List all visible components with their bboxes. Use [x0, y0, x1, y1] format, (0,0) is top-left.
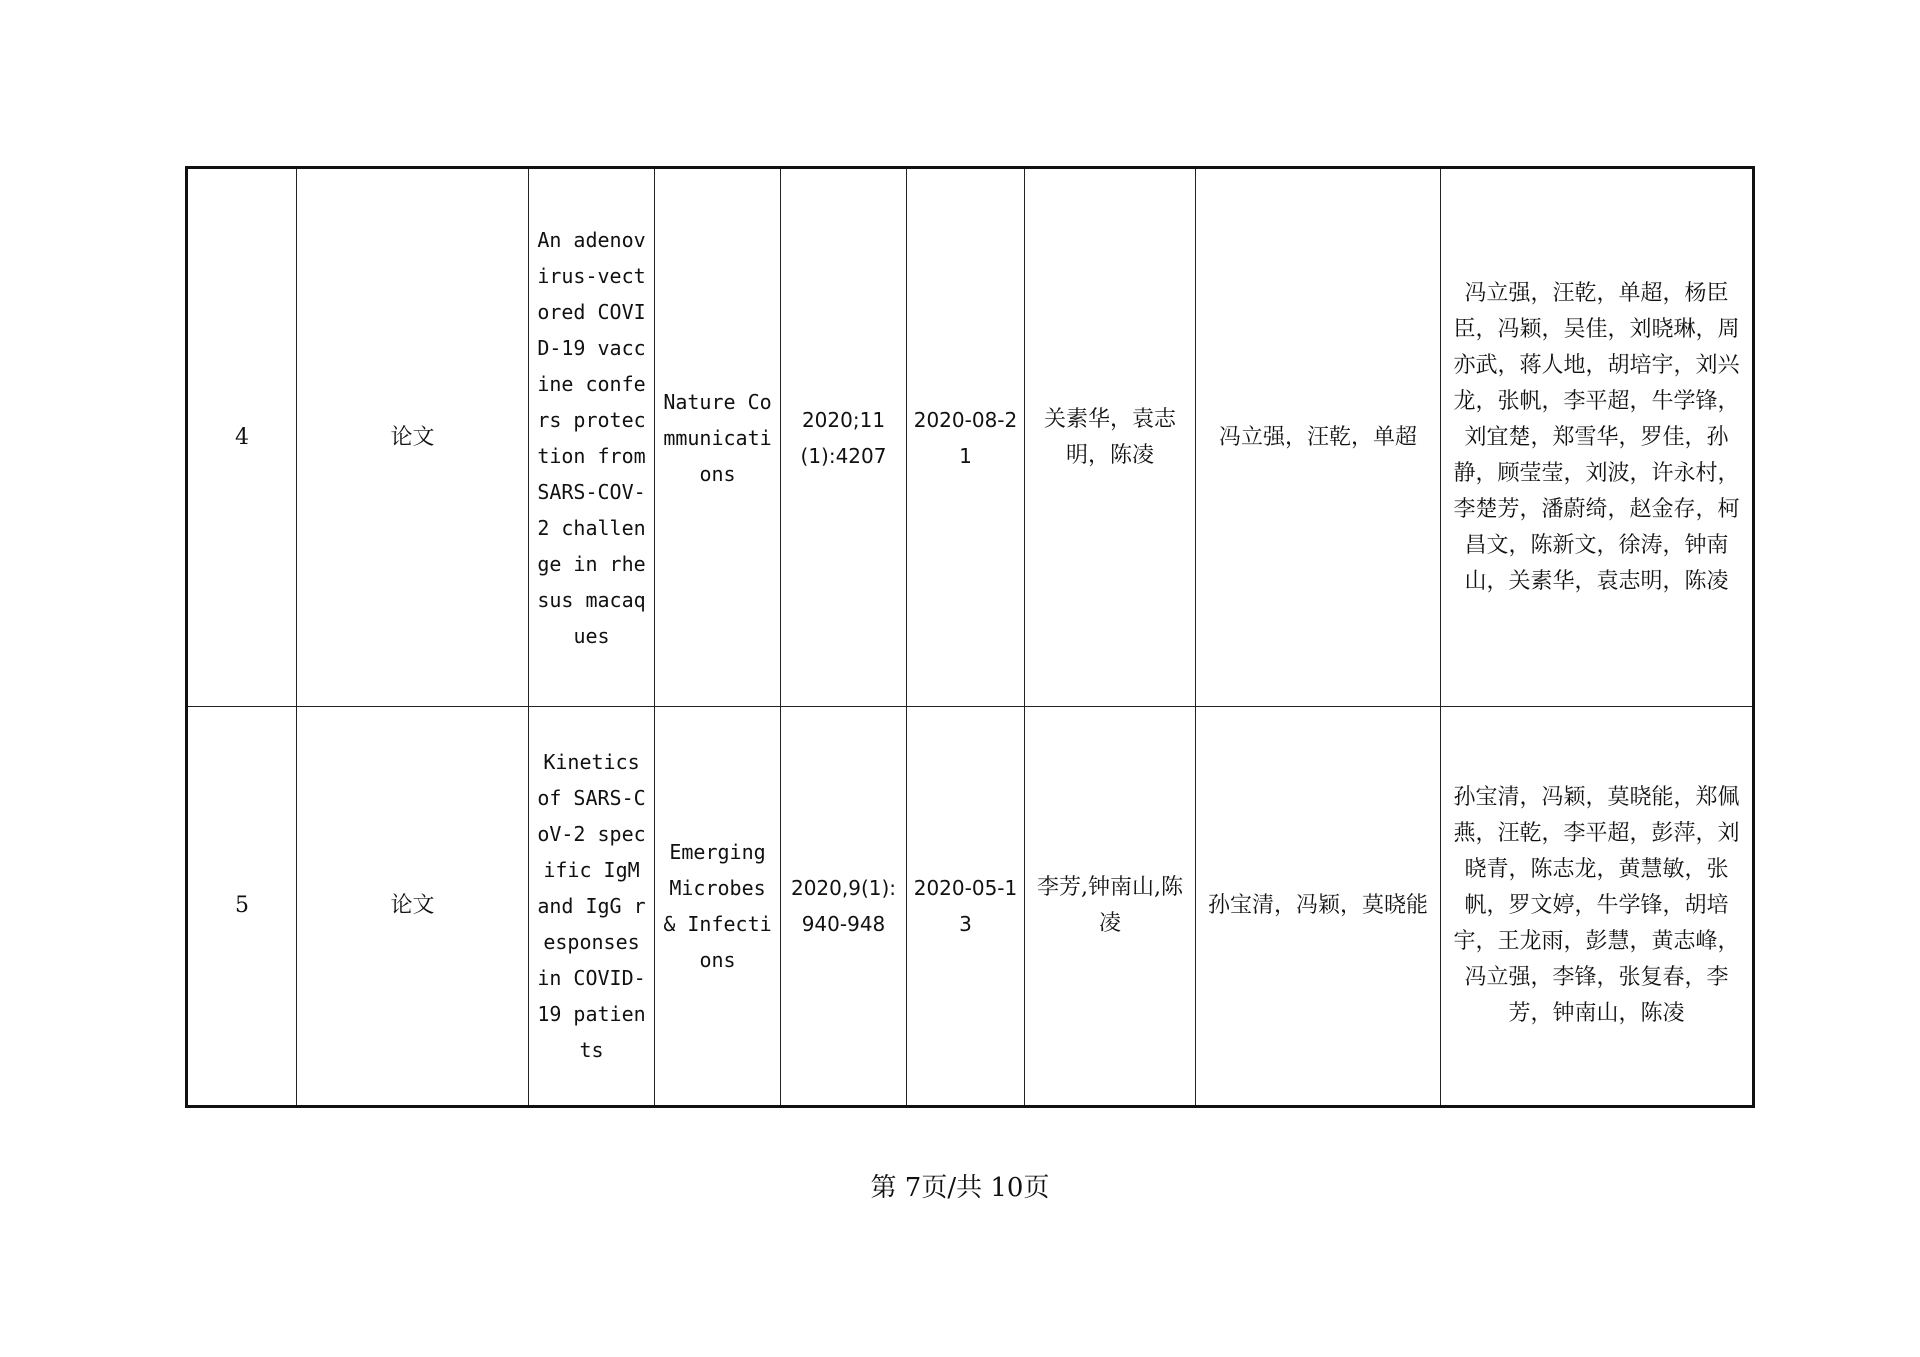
achievement-type-cell: 论文: [297, 168, 529, 707]
achievements-table: [185, 166, 1755, 1108]
journal-cell: Emerging Microbes & Infections: [655, 707, 781, 1107]
page-number-footer: 第 7页/共 10页: [870, 1173, 1050, 1203]
journal-cell: Nature Communications: [655, 168, 781, 707]
table-row: [187, 707, 1754, 1107]
all-authors-cell: 冯立强，汪乾，单超，杨臣臣，冯颖，吴佳，刘晓琳，周亦武，蒋人地，胡培宇，刘兴龙，张帆，李平超，牛学锋，刘宜楚，郑雪华，罗佳，孙静，顾莹莹，刘波，许永村，李楚芳，潘蔚绮，赵金存，柯昌文，陈新文，徐涛，钟南山，关素华，袁志明，陈凌: [1441, 168, 1754, 707]
table-row: [187, 168, 1754, 707]
all-authors-cell: 孙宝清，冯颖，莫晓能，郑佩燕，汪乾，李平超，彭萍，刘晓青，陈志龙，黄慧敏，张帆，罗文婷，牛学锋，胡培宇，王龙雨，彭慧，黄志峰，冯立强，李锋，张复春，李芳，钟南山，陈凌: [1441, 707, 1754, 1107]
paper-title-cell: Kinetics of SARS-CoV-2 specific IgM and IgG responses in COVID-19 patients: [529, 707, 655, 1107]
volume-cell: 2020;11(1):4207: [781, 168, 907, 707]
achievement-type-cell: 论文: [297, 707, 529, 1107]
paper-title-cell: An adenovirus-vectored COVID-19 vaccine confers protection from SARS-COV-2 challenge in rhesus macaques: [529, 168, 655, 707]
row-index-cell: 5: [187, 707, 297, 1107]
corresponding-authors-cell: 李芳,钟南山,陈凌: [1025, 707, 1196, 1107]
publish-date-cell: 2020-05-13: [907, 707, 1025, 1107]
row-index-cell: 4: [187, 168, 297, 707]
corresponding-authors-cell: 关素华，袁志明，陈凌: [1025, 168, 1196, 707]
first-authors-cell: 孙宝清，冯颖，莫晓能: [1196, 707, 1441, 1107]
first-authors-cell: 冯立强，汪乾，单超: [1196, 168, 1441, 707]
volume-cell: 2020,9(1):940-948: [781, 707, 907, 1107]
publish-date-cell: 2020-08-21: [907, 168, 1025, 707]
